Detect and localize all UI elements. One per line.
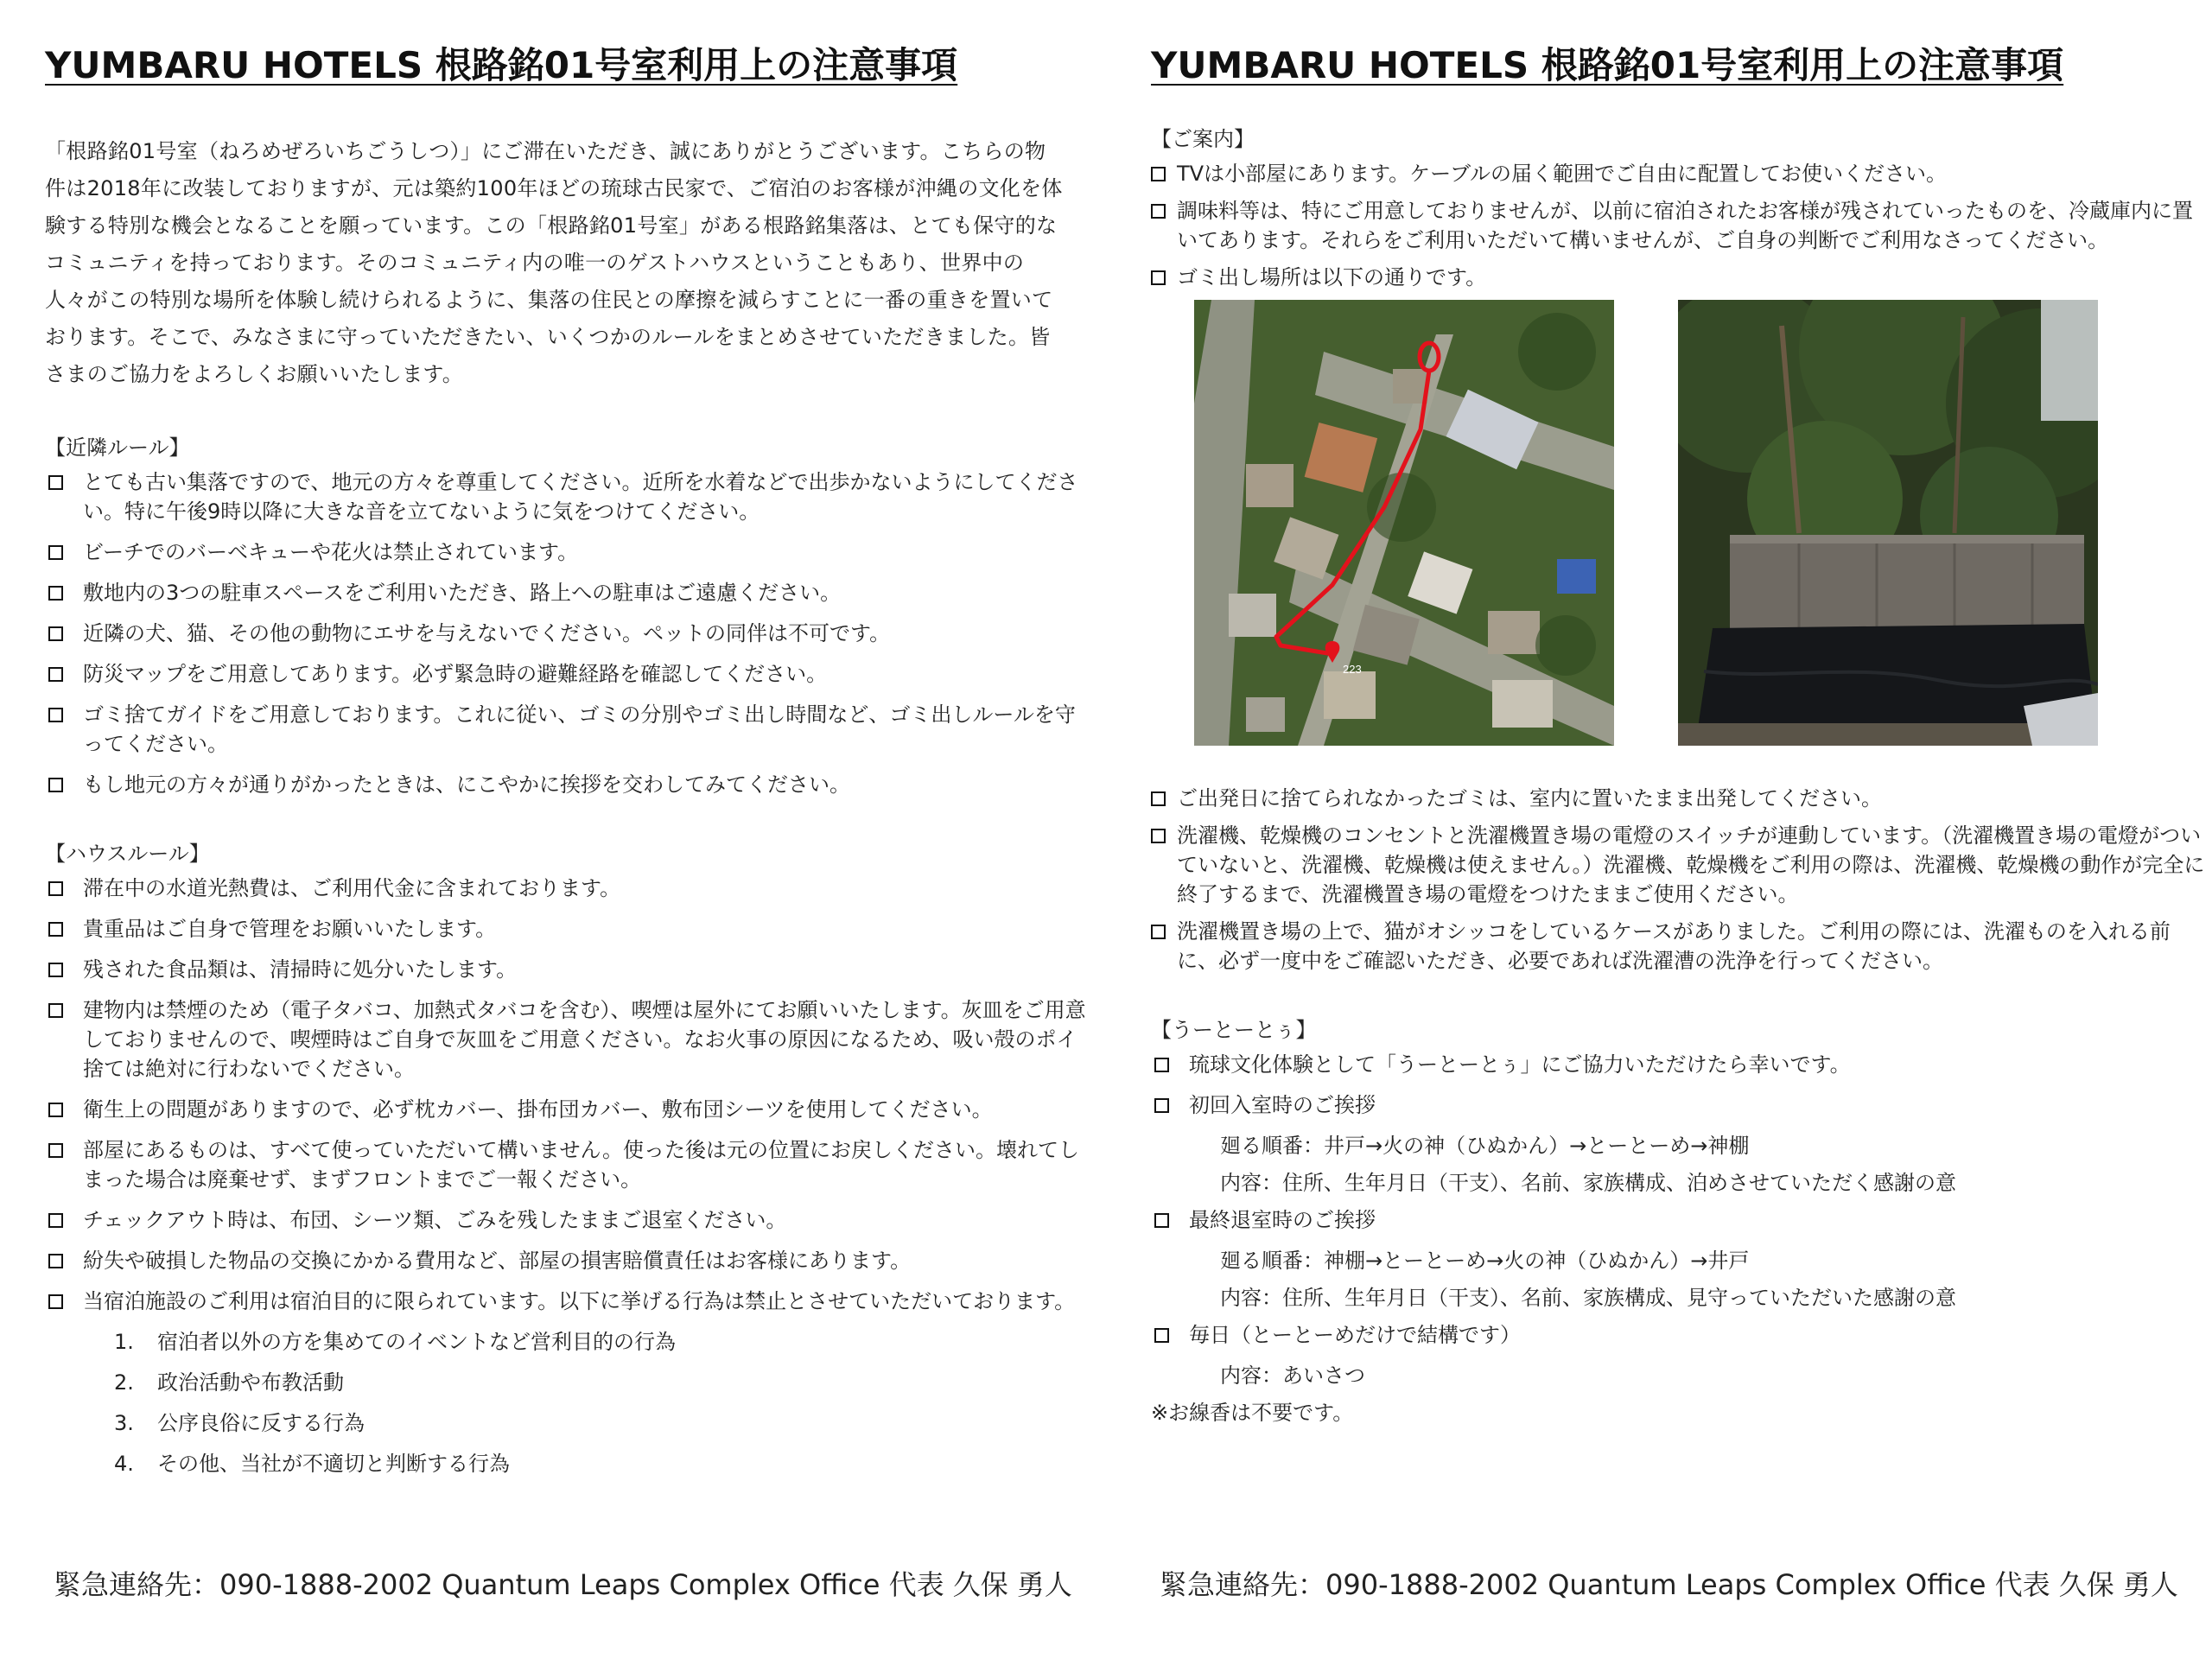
list-item: 防災マップをご用意してあります。必ず緊急時の避難経路を確認してください。 xyxy=(45,659,1094,689)
emergency-contact: 緊急連絡先：090-1888-2002 Quantum Leaps Complex Office 代表 久保 勇人 xyxy=(54,1568,1072,1601)
house-rules-list xyxy=(45,874,1086,1316)
first-visit-order: 廻る順番：井戸→火の神（ひぬかん）→とーとーめ→神棚 xyxy=(1220,1134,1750,1158)
list-item: ゴミ捨てガイドをご用意しております。これに従い、ゴミの分別やゴミ出し時間など、ゴミ出しルールを守ってください。 xyxy=(45,700,1094,759)
list-item: 4. その他、当社が不適切と判断する行為 xyxy=(114,1452,510,1476)
list-item: 調味料等は、特にご用意しておりませんが、以前に宿泊されたお客様が残されていったものを、冷蔵庫内に置いてあります。それらをご利用いただいて構いませんが、ご自身の判断でご利用なさってください。 xyxy=(1151,196,2209,255)
last-visit-order: 廻る順番：神棚→とーとーめ→火の神（ひぬかん）→井戸 xyxy=(1220,1249,1750,1273)
list-item: とても古い集落ですので、地元の方々を尊重してください。近所を水着などで出歩かないようにしてください。特に午後9時以降に大きな音を立てないように気をつけてください。 xyxy=(45,467,1094,526)
uto-list-last xyxy=(1151,1205,2177,1235)
list-item: 衛生上の問題がありますので、必ず枕カバー、掛布団カバー、敷布団シーツを使用してください。 xyxy=(45,1095,1094,1124)
uto-list xyxy=(1151,1050,2177,1120)
list-item: ゴミ出し場所は以下の通りです。 xyxy=(1151,263,2209,292)
page-title: YUMBARU HOTELS 根路銘01号室利用上の注意事項 xyxy=(45,44,958,86)
page-title: YUMBARU HOTELS 根路銘01号室利用上の注意事項 xyxy=(1151,44,2064,86)
garbage-station-photo xyxy=(1678,300,2098,746)
neighbor-rules-heading: 【近隣ルール】 xyxy=(45,435,190,460)
list-item: 最終退室時のご挨拶 xyxy=(1151,1205,2200,1235)
list-item: 1. 宿泊者以外の方を集めてのイベントなど営利目的の行為 xyxy=(114,1330,676,1354)
list-item: 3. 公序良俗に反する行為 xyxy=(114,1411,365,1435)
map-house-label: 223 xyxy=(1343,663,1362,676)
uto-list-daily xyxy=(1151,1320,2177,1350)
guide-list xyxy=(1151,159,2193,292)
list-item: 部屋にあるものは、すべて使っていただいて構いません。使った後は元の位置にお戻しください。壊れてしまった場合は廃棄せず、まずフロントまでご一報ください。 xyxy=(45,1135,1094,1194)
list-item: 残された食品類は、清掃時に処分いたします。 xyxy=(45,955,1094,984)
house-rules-heading: 【ハウスルール】 xyxy=(45,842,210,866)
guide-heading: 【ご案内】 xyxy=(1151,127,1255,151)
list-item: 貴重品はご自身で管理をお願いいたします。 xyxy=(45,914,1094,944)
list-item: 紛失や破損した物品の交換にかかる費用など、部屋の損害賠償責任はお客様にあります。 xyxy=(45,1246,1094,1275)
list-item: 毎日（とーとーめだけで結構です） xyxy=(1151,1320,2200,1350)
list-item: 2. 政治活動や布教活動 xyxy=(114,1370,344,1395)
list-item: 初回入室時のご挨拶 xyxy=(1151,1090,2200,1120)
list-item: 近隣の犬、猫、その他の動物にエサを与えないでください。ペットの同伴は不可です。 xyxy=(45,619,1094,648)
list-item: 洗濯機置き場の上で、猫がオシッコをしているケースがありました。ご利用の際には、洗濯ものを入れる前に、必ず一度中をご確認いただき、必要であれば洗濯漕の洗浄を行ってください。 xyxy=(1151,917,2209,976)
list-item: ビーチでのバーベキューや花火は禁止されています。 xyxy=(45,537,1094,567)
list-item: ご出発日に捨てられなかったゴミは、室内に置いたまま出発してください。 xyxy=(1151,784,2209,813)
garbage-location-photos xyxy=(1151,300,2177,749)
right-page xyxy=(1106,0,2212,1659)
neighbor-rules-list xyxy=(45,467,1078,799)
aerial-map-image xyxy=(1194,300,1614,746)
list-item: 洗濯機、乾燥機のコンセントと洗濯機置き場の電燈のスイッチが連動しています。（洗濯機置き場の電燈がついていないと、洗濯機、乾燥機は使えません。）洗濯機、乾燥機をご利用の際は、洗濯機、乾燥機の動作が完全に終了するまで、洗濯機置き場の電燈をつけたままご使用ください。 xyxy=(1151,821,2209,909)
daily-content: 内容：あいさつ xyxy=(1220,1363,1365,1388)
list-item: もし地元の方々が通りがかったときは、にこやかに挨拶を交わしてみてください。 xyxy=(45,770,1094,799)
incense-note: ※お線香は不要です。 xyxy=(1151,1401,1354,1425)
list-item: TVは小部屋にあります。ケーブルの届く範囲でご自由に配置してお使いください。 xyxy=(1151,159,2209,188)
guide-list-continued xyxy=(1151,784,2205,976)
last-visit-content: 内容：住所、生年月日（干支）、名前、家族構成、見守っていただいた感謝の意 xyxy=(1220,1286,1956,1310)
prohibited-acts-list xyxy=(45,1327,1071,1478)
list-item: 当宿泊施設のご利用は宿泊目的に限られています。以下に挙げる行為は禁止とさせていただいております。 xyxy=(45,1287,1094,1316)
list-item: 琉球文化体験として「うーとーとぅ」にご協力いただけたら幸いです。 xyxy=(1151,1050,2200,1079)
first-visit-content: 内容：住所、生年月日（干支）、名前、家族構成、泊めさせていただく感謝の意 xyxy=(1220,1171,1956,1195)
emergency-contact: 緊急連絡先：090-1888-2002 Quantum Leaps Complex Office 代表 久保 勇人 xyxy=(1160,1568,2178,1601)
list-item: 敷地内の3つの駐車スペースをご利用いただき、路上への駐車はご遠慮ください。 xyxy=(45,578,1094,607)
list-item: 滞在中の水道光熱費は、ご利用代金に含まれております。 xyxy=(45,874,1094,903)
list-item: 建物内は禁煙のため（電子タバコ、加熱式タバコを含む）、喫煙は屋外にてお願いいたします。灰皿をご用意しておりませんので、喫煙時はご自身で灰皿をご用意ください。なお火事の原因になるため、吸い殻のポイ捨ては絶対に行わないでください。 xyxy=(45,995,1094,1084)
intro-paragraph: 「根路銘01号室（ねろめぜろいちごうしつ）」にご滞在いただき、誠にありがとうございます。こちらの物件は2018年に改装しておりますが、元は築約100年ほどの琉球古民家で、ご宿泊のお客様が沖縄の文化を体験する特別な機会となることを願っています。この「根路銘01号室」がある根路銘集落は、とても保守的なコミュニティを持っております。そのコミュニティ内の唯一のゲストハウスということもあり、世界中の人々がこの特別な場所を体験し続けられるように、集落の住民との摩擦を減らすことに一番の重きを置いております。そこで、みなさまに守っていただきたい、いくつかのルールをまとめさせていただきました。皆さまのご協力をよろしくお願いいたします。 xyxy=(45,139,1063,386)
list-item: チェックアウト時は、布団、シーツ類、ごみを残したままご退室ください。 xyxy=(45,1205,1094,1235)
uto-heading: 【うーとーとぅ】 xyxy=(1151,1018,1317,1042)
